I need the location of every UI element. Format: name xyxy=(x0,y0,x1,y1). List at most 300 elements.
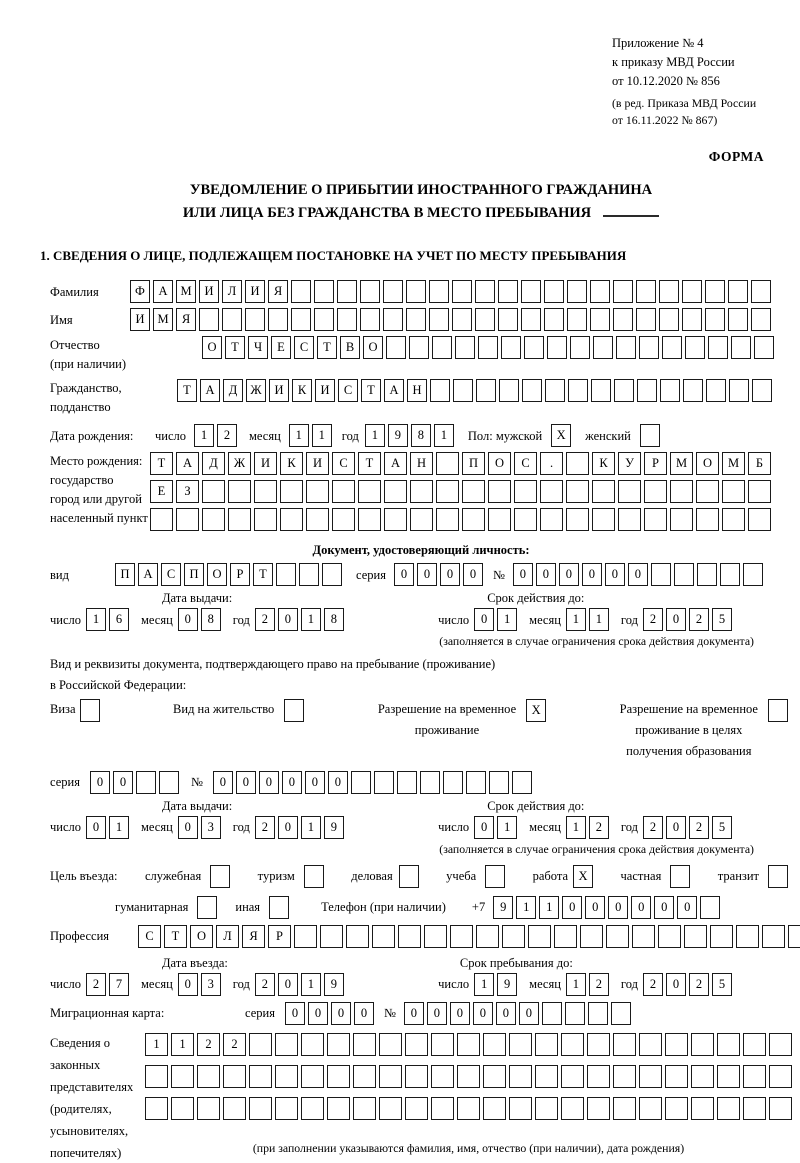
char-cell xyxy=(670,508,693,531)
char-cell xyxy=(353,1065,376,1088)
char-cell: Е xyxy=(150,480,173,503)
char-cell: 1 xyxy=(566,608,586,631)
representatives-grid-1 xyxy=(145,1033,792,1056)
char-cell xyxy=(618,480,641,503)
char-cell: 0 xyxy=(666,816,686,839)
char-cell xyxy=(611,1002,631,1025)
char-cell xyxy=(245,308,265,331)
year-label: год xyxy=(620,977,638,992)
char-cell xyxy=(665,1033,688,1056)
char-cell xyxy=(397,771,417,794)
char-cell xyxy=(430,379,450,402)
char-cell xyxy=(476,925,499,948)
char-cell xyxy=(358,508,381,531)
char-cell xyxy=(171,1097,194,1120)
char-cell xyxy=(591,379,611,402)
char-cell: Р xyxy=(230,563,250,586)
char-cell xyxy=(636,280,656,303)
char-cell xyxy=(613,308,633,331)
char-cell xyxy=(379,1065,402,1088)
char-cell: 2 xyxy=(643,973,663,996)
char-cell: 2 xyxy=(217,424,237,447)
char-cell: С xyxy=(138,925,161,948)
temp-residence-edu-option xyxy=(620,699,788,761)
char-cell: 2 xyxy=(589,973,609,996)
char-cell xyxy=(249,1097,272,1120)
char-cell: . xyxy=(540,452,563,475)
char-cell: О xyxy=(190,925,213,948)
char-cell xyxy=(383,308,403,331)
appendix-header xyxy=(612,34,792,129)
char-cell xyxy=(291,280,311,303)
char-cell xyxy=(743,1033,766,1056)
char-cell: 0 xyxy=(178,816,198,839)
char-cell: 0 xyxy=(178,973,198,996)
month-label: месяц xyxy=(249,428,281,443)
char-cell: П xyxy=(462,452,485,475)
char-cell xyxy=(276,563,296,586)
char-cell xyxy=(432,336,452,359)
char-cell xyxy=(540,480,563,503)
char-cell xyxy=(535,1033,558,1056)
month-label: месяц xyxy=(529,977,561,992)
char-cell xyxy=(322,563,342,586)
char-cell: 1 xyxy=(566,973,586,996)
surname-row xyxy=(50,280,792,303)
char-cell xyxy=(587,1097,610,1120)
char-cell xyxy=(462,508,485,531)
char-cell: 0 xyxy=(178,608,198,631)
char-cell: Т xyxy=(225,336,245,359)
purpose-study: учеба xyxy=(446,865,505,888)
private-checkbox xyxy=(670,865,690,888)
char-cell: 1 xyxy=(539,896,559,919)
char-cell xyxy=(590,308,610,331)
char-cell: 0 xyxy=(278,608,298,631)
char-cell: 0 xyxy=(582,563,602,586)
stay-month-grid xyxy=(566,973,609,996)
phone-grid xyxy=(493,896,720,919)
expiry-day-grid xyxy=(474,816,517,839)
char-cell xyxy=(710,925,733,948)
char-cell xyxy=(489,771,509,794)
number-label: № xyxy=(492,567,505,582)
char-cell: 1 xyxy=(86,608,106,631)
char-cell xyxy=(544,280,564,303)
title-blank-line xyxy=(603,204,659,217)
purpose-business: деловая xyxy=(351,865,418,888)
char-cell xyxy=(751,280,771,303)
char-cell xyxy=(587,1033,610,1056)
char-cell: 1 xyxy=(301,608,321,631)
char-cell xyxy=(453,379,473,402)
birth-day-grid xyxy=(194,424,237,447)
char-cell: О xyxy=(363,336,383,359)
char-cell xyxy=(514,480,537,503)
char-cell: 0 xyxy=(113,771,133,794)
char-cell: 2 xyxy=(197,1033,220,1056)
stay-year-grid xyxy=(643,973,732,996)
profession-label: Профессия xyxy=(50,929,110,944)
char-cell xyxy=(682,280,702,303)
representatives-grid-2 xyxy=(145,1065,792,1088)
char-cell xyxy=(665,1097,688,1120)
citizenship-grid xyxy=(177,379,772,402)
char-cell xyxy=(197,1065,220,1088)
identity-doc-row xyxy=(50,563,792,586)
residence-issue-date xyxy=(50,816,356,839)
char-cell: М xyxy=(670,452,693,475)
char-cell xyxy=(483,1033,506,1056)
char-cell xyxy=(717,1065,740,1088)
char-cell: 0 xyxy=(519,1002,539,1025)
char-cell xyxy=(722,508,745,531)
char-cell: М xyxy=(153,308,173,331)
char-cell xyxy=(475,308,495,331)
char-cell: В xyxy=(340,336,360,359)
expiry-year-grid xyxy=(643,608,732,631)
birthplace-block xyxy=(50,452,792,536)
char-cell xyxy=(462,480,485,503)
char-cell: 0 xyxy=(463,563,483,586)
char-cell xyxy=(249,1065,272,1088)
char-cell xyxy=(547,336,567,359)
passport-date-titles xyxy=(50,591,792,606)
char-cell xyxy=(431,1065,454,1088)
expiry-note: (заполняется в случае ограничения срока действия документа) xyxy=(439,842,754,857)
char-cell: С xyxy=(294,336,314,359)
temp-residence-option xyxy=(378,699,546,740)
char-cell: 2 xyxy=(223,1033,246,1056)
char-cell xyxy=(374,771,394,794)
char-cell: 8 xyxy=(411,424,431,447)
char-cell: А xyxy=(138,563,158,586)
char-cell xyxy=(314,280,334,303)
char-cell xyxy=(697,563,717,586)
char-cell: А xyxy=(176,452,199,475)
char-cell: 0 xyxy=(427,1002,447,1025)
char-cell: П xyxy=(115,563,135,586)
birthplace-grid-3 xyxy=(150,508,771,531)
char-cell xyxy=(346,925,369,948)
char-cell: К xyxy=(280,452,303,475)
char-cell: Н xyxy=(410,452,433,475)
entry-date-title: Дата въезда: xyxy=(162,956,228,971)
char-cell xyxy=(717,1097,740,1120)
char-cell: 0 xyxy=(513,563,533,586)
expiry-month-grid xyxy=(566,608,609,631)
char-cell: 2 xyxy=(255,608,275,631)
char-cell: Т xyxy=(177,379,197,402)
char-cell xyxy=(720,563,740,586)
entry-date xyxy=(50,973,356,996)
char-cell: 0 xyxy=(677,896,697,919)
char-cell xyxy=(754,336,774,359)
char-cell xyxy=(268,308,288,331)
char-cell xyxy=(696,508,719,531)
char-cell: А xyxy=(384,452,407,475)
char-cell: 1 xyxy=(497,816,517,839)
document-title xyxy=(50,179,792,224)
entry-year-grid xyxy=(255,973,344,996)
char-cell xyxy=(410,508,433,531)
char-cell xyxy=(521,308,541,331)
day-label: число xyxy=(438,977,470,992)
representatives-grids xyxy=(145,1033,792,1156)
title-line-1: УВЕДОМЛЕНИЕ О ПРИБЫТИИ ИНОСТРАННОГО ГРАЖДАНИНА xyxy=(189,182,653,199)
residence-permit-option xyxy=(173,699,304,722)
char-cell xyxy=(613,1033,636,1056)
char-cell xyxy=(769,1033,792,1056)
amendment-note xyxy=(612,95,792,129)
profession-row xyxy=(50,925,792,948)
char-cell: Я xyxy=(268,280,288,303)
issue-day-grid xyxy=(86,816,129,839)
char-cell xyxy=(568,379,588,402)
char-cell xyxy=(544,308,564,331)
char-cell: 5 xyxy=(712,973,732,996)
char-cell xyxy=(748,508,771,531)
char-cell: М xyxy=(176,280,196,303)
migration-number-grid xyxy=(404,1002,631,1025)
char-cell xyxy=(429,308,449,331)
char-cell xyxy=(301,1065,324,1088)
transit-checkbox xyxy=(768,865,788,888)
year-label: год xyxy=(232,820,250,835)
char-cell xyxy=(398,925,421,948)
char-cell xyxy=(731,336,751,359)
temp-residence-checkbox: X xyxy=(526,699,546,722)
temp-residence-edu-checkbox xyxy=(768,699,788,722)
entry-dates-row xyxy=(50,973,792,996)
char-cell xyxy=(452,308,472,331)
char-cell xyxy=(588,1002,608,1025)
char-cell xyxy=(705,280,725,303)
char-cell: Т xyxy=(361,379,381,402)
char-cell xyxy=(561,1065,584,1088)
char-cell xyxy=(769,1097,792,1120)
char-cell: Т xyxy=(317,336,337,359)
representatives-block xyxy=(50,1033,792,1163)
section1-heading: 1. СВЕДЕНИЯ О ЛИЦЕ, ПОДЛЕЖАЩЕМ ПОСТАНОВКЕ НА УЧЕТ ПО МЕСТУ ПРЕБЫВАНИЯ xyxy=(40,248,627,264)
char-cell: О xyxy=(696,452,719,475)
char-cell: 0 xyxy=(354,1002,374,1025)
char-cell xyxy=(682,308,702,331)
char-cell: 0 xyxy=(474,608,494,631)
char-cell: 2 xyxy=(255,816,275,839)
char-cell xyxy=(729,379,749,402)
day-label: число xyxy=(155,428,187,443)
char-cell xyxy=(542,1002,562,1025)
char-cell xyxy=(353,1033,376,1056)
char-cell xyxy=(306,508,329,531)
month-label: месяц xyxy=(529,612,561,627)
char-cell: 5 xyxy=(712,816,732,839)
issue-date-title: Дата выдачи: xyxy=(162,799,233,814)
char-cell xyxy=(696,480,719,503)
visa-checkbox xyxy=(80,699,100,722)
char-cell xyxy=(728,280,748,303)
appendix-line: к приказу МВД России xyxy=(612,54,735,69)
char-cell: 1 xyxy=(566,816,586,839)
char-cell: 1 xyxy=(434,424,454,447)
char-cell xyxy=(351,771,371,794)
expiry-month-grid xyxy=(566,816,609,839)
char-cell: 8 xyxy=(324,608,344,631)
char-cell xyxy=(616,336,636,359)
char-cell: 1 xyxy=(589,608,609,631)
citizenship-row xyxy=(50,379,792,417)
char-cell: 9 xyxy=(324,973,344,996)
char-cell xyxy=(406,308,426,331)
char-cell: С xyxy=(332,452,355,475)
char-cell: З xyxy=(176,480,199,503)
char-cell: 9 xyxy=(493,896,513,919)
series-label: серия xyxy=(356,567,386,582)
profession-grid xyxy=(138,925,800,948)
char-cell: 0 xyxy=(305,771,325,794)
citizenship-label: Гражданство, подданство xyxy=(50,380,122,414)
birthdate-label: Дата рождения: xyxy=(50,428,134,443)
char-cell xyxy=(659,308,679,331)
char-cell: 0 xyxy=(236,771,256,794)
char-cell: 0 xyxy=(605,563,625,586)
char-cell xyxy=(455,336,475,359)
char-cell xyxy=(613,1065,636,1088)
char-cell: 0 xyxy=(331,1002,351,1025)
char-cell xyxy=(228,508,251,531)
char-cell: О xyxy=(202,336,222,359)
char-cell xyxy=(561,1033,584,1056)
year-label: год xyxy=(620,820,638,835)
char-cell xyxy=(674,563,694,586)
passport-issue-date xyxy=(50,608,356,631)
char-cell xyxy=(565,1002,585,1025)
work-checkbox: X xyxy=(573,865,593,888)
char-cell xyxy=(509,1097,532,1120)
representatives-label: Сведения о законных представителях (родителях, усыновителях, попечителях) xyxy=(50,1036,134,1160)
residence-intro-2: в Российской Федерации: xyxy=(50,678,187,693)
char-cell xyxy=(332,508,355,531)
char-cell xyxy=(613,1097,636,1120)
char-cell xyxy=(743,563,763,586)
char-cell xyxy=(644,480,667,503)
char-cell xyxy=(613,280,633,303)
char-cell: 3 xyxy=(201,973,221,996)
char-cell xyxy=(436,508,459,531)
char-cell xyxy=(566,452,589,475)
char-cell xyxy=(457,1033,480,1056)
char-cell xyxy=(499,379,519,402)
char-cell xyxy=(360,308,380,331)
char-cell: И xyxy=(199,280,219,303)
patronymic-row xyxy=(50,336,792,374)
char-cell xyxy=(521,280,541,303)
firstname-row xyxy=(50,308,792,331)
year-label: год xyxy=(232,612,250,627)
char-cell: 1 xyxy=(171,1033,194,1056)
patronymic-grid xyxy=(202,336,774,359)
tourism-checkbox xyxy=(304,865,324,888)
char-cell xyxy=(145,1097,168,1120)
representatives-grid-3 xyxy=(145,1097,792,1120)
passport-dates-row xyxy=(50,608,792,631)
char-cell xyxy=(535,1097,558,1120)
char-cell xyxy=(254,480,277,503)
stay-until-date xyxy=(438,973,744,996)
char-cell: 1 xyxy=(365,424,385,447)
char-cell xyxy=(327,1097,350,1120)
char-cell xyxy=(660,379,680,402)
char-cell xyxy=(570,336,590,359)
residence-series-row xyxy=(50,771,792,794)
char-cell xyxy=(632,925,655,948)
issue-year-grid xyxy=(255,816,344,839)
char-cell xyxy=(751,308,771,331)
char-cell: 9 xyxy=(324,816,344,839)
char-cell: 2 xyxy=(689,973,709,996)
char-cell xyxy=(592,480,615,503)
char-cell xyxy=(509,1033,532,1056)
char-cell xyxy=(228,480,251,503)
char-cell xyxy=(171,1065,194,1088)
char-cell: 8 xyxy=(201,608,221,631)
char-cell xyxy=(590,280,610,303)
char-cell xyxy=(420,771,440,794)
business-checkbox xyxy=(399,865,419,888)
temp-residence-edu-label: Разрешение на временное проживание в целях получения образования xyxy=(619,702,758,758)
birthplace-label: Место рождения: государство город или другой населенный пункт xyxy=(50,454,148,525)
amendment-line: (в ред. Приказа МВД России xyxy=(612,96,757,111)
humanitarian-checkbox xyxy=(197,896,217,919)
char-cell xyxy=(488,480,511,503)
char-cell: 2 xyxy=(643,816,663,839)
char-cell: 0 xyxy=(585,896,605,919)
char-cell xyxy=(762,925,785,948)
char-cell xyxy=(522,379,542,402)
surname-label: Фамилия xyxy=(50,284,99,299)
char-cell: С xyxy=(161,563,181,586)
char-cell xyxy=(249,1033,272,1056)
day-label: число xyxy=(50,612,82,627)
char-cell xyxy=(280,480,303,503)
char-cell xyxy=(528,925,551,948)
char-cell xyxy=(222,308,242,331)
char-cell xyxy=(488,508,511,531)
char-cell xyxy=(443,771,463,794)
identity-doc-heading: Документ, удостоверяющий личность: xyxy=(312,543,530,558)
char-cell: 2 xyxy=(86,973,106,996)
char-cell: 0 xyxy=(213,771,233,794)
char-cell: Н xyxy=(407,379,427,402)
char-cell xyxy=(752,379,772,402)
char-cell: 0 xyxy=(404,1002,424,1025)
visa-label: Виза xyxy=(50,702,76,717)
char-cell xyxy=(561,1097,584,1120)
char-cell xyxy=(566,508,589,531)
issue-year-grid xyxy=(255,608,344,631)
amendment-line: от 16.11.2022 № 867) xyxy=(612,113,718,128)
doc-type-grid xyxy=(115,563,342,586)
char-cell: 1 xyxy=(474,973,494,996)
char-cell: 0 xyxy=(328,771,348,794)
char-cell xyxy=(379,1097,402,1120)
char-cell: Я xyxy=(242,925,265,948)
char-cell xyxy=(372,925,395,948)
char-cell: 2 xyxy=(255,973,275,996)
char-cell: И xyxy=(130,308,150,331)
visa-option xyxy=(50,699,100,722)
